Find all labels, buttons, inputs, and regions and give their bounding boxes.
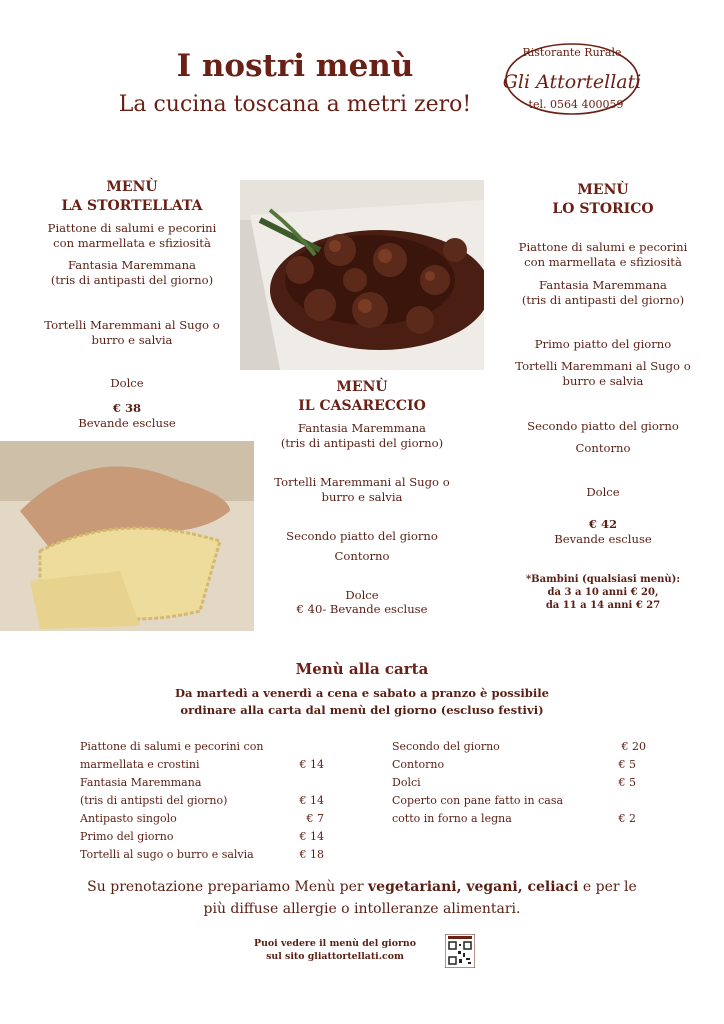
dietary-line1 bbox=[40, 876, 684, 898]
dietary-pre: Su prenotazione prepariamo Menù per bbox=[87, 879, 369, 895]
casareccio-heading1: MENÙ bbox=[336, 379, 388, 395]
storico-item: con marmellata e sfiziosità bbox=[524, 255, 682, 269]
carta-item-name: Contorno bbox=[392, 758, 445, 771]
casareccio-heading2: IL CASARECCIO bbox=[298, 398, 426, 414]
storico-item: burro e salvia bbox=[562, 374, 644, 388]
storico-price: € 42 bbox=[588, 517, 618, 531]
carta-row bbox=[80, 830, 330, 848]
menu-storico bbox=[490, 181, 716, 219]
casareccio-item: Secondo piatto del giorno bbox=[286, 529, 438, 543]
qr-code-icon[interactable] bbox=[445, 934, 475, 968]
carta-item-name: Dolci bbox=[392, 776, 421, 789]
carta-item-name: Tortelli al sugo o burro e salvia bbox=[80, 848, 254, 861]
carta-item-name: Antipasto singolo bbox=[80, 812, 177, 825]
casareccio-item: burro e salvia bbox=[321, 490, 403, 504]
carta-item-name: cotto in forno a legna bbox=[392, 812, 512, 825]
casareccio-price: € 40- Bevande escluse bbox=[296, 602, 428, 616]
stortellata-heading1: MENÙ bbox=[106, 179, 158, 195]
carta-item-price: € 20 bbox=[621, 740, 646, 753]
carta-item-name: Primo del giorno bbox=[80, 830, 174, 843]
stortellata-item: Piattone di salumi e pecorini bbox=[47, 221, 217, 235]
carta-left-list bbox=[80, 740, 330, 866]
logo-line3: tel. 0564 400059 bbox=[528, 98, 624, 111]
carta-title: Menù alla carta bbox=[295, 660, 429, 678]
kids-line: da 11 a 14 anni € 27 bbox=[545, 600, 661, 611]
stortellata-note: Bevande escluse bbox=[78, 416, 176, 430]
carta-item-price: € 5 bbox=[618, 758, 636, 771]
carta-row bbox=[80, 758, 330, 776]
carta-item-name: Secondo del giorno bbox=[392, 740, 500, 753]
menu-stortellata bbox=[20, 178, 244, 216]
kids-line: da 3 a 10 anni € 20, bbox=[547, 587, 659, 598]
carta-desc: ordinare alla carta dal menù del giorno (escluso festivi) bbox=[180, 703, 544, 717]
carta-row bbox=[80, 794, 330, 812]
carta-row bbox=[80, 740, 330, 758]
storico-item: Contorno bbox=[575, 441, 631, 455]
website-note bbox=[230, 937, 440, 963]
storico-heading2: LO STORICO bbox=[552, 201, 654, 217]
carta-row bbox=[80, 848, 330, 866]
carta-item-price: € 14 bbox=[299, 758, 324, 771]
carta-item-name: (tris di antipsti del giorno) bbox=[80, 794, 228, 807]
carta-item-price: € 2 bbox=[618, 812, 636, 825]
storico-item: (tris di antipasti del giorno) bbox=[521, 293, 685, 307]
stortellata-item: Tortelli Maremmani al Sugo o bbox=[44, 318, 220, 332]
website-line2: sul sito gliattortellati.com bbox=[266, 951, 404, 962]
stortellata-heading2: LA STORTELLATA bbox=[61, 198, 203, 214]
stortellata-item: Fantasia Maremmana bbox=[68, 258, 196, 272]
carta-row bbox=[80, 776, 330, 794]
dietary-note bbox=[40, 876, 684, 920]
storico-item: Secondo piatto del giorno bbox=[527, 419, 679, 433]
logo-line1: Ristorante Rurale bbox=[522, 46, 622, 59]
kids-line: *Bambini (qualsiasi menù): bbox=[525, 574, 681, 585]
carta-item-name: Coperto con pane fatto in casa bbox=[392, 794, 564, 807]
storico-item: Primo piatto del giorno bbox=[534, 337, 672, 351]
carta-row bbox=[392, 794, 646, 812]
carta-item-price: € 18 bbox=[299, 848, 324, 861]
storico-note: Bevande escluse bbox=[554, 532, 652, 546]
casareccio-item: Contorno bbox=[334, 549, 390, 563]
carta-row bbox=[392, 740, 646, 758]
logo-line2: Gli Attortellati bbox=[502, 71, 642, 93]
carta-item-name: Piattone di salumi e pecorini con bbox=[80, 740, 264, 753]
stortellata-item: burro e salvia bbox=[91, 333, 173, 347]
storico-item: Dolce bbox=[586, 485, 620, 499]
casareccio-item: Tortelli Maremmani al Sugo o bbox=[274, 475, 450, 489]
carta-item-price: € 14 bbox=[299, 794, 324, 807]
storico-item: Fantasia Maremmana bbox=[539, 278, 667, 292]
carta-item-name: Fantasia Maremmana bbox=[80, 776, 202, 789]
menu-casareccio bbox=[250, 378, 474, 416]
page-subtitle: La cucina toscana a metri zero! bbox=[118, 92, 472, 117]
stew-photo bbox=[240, 180, 484, 370]
storico-item: Piattone di salumi e pecorini bbox=[518, 240, 688, 254]
stortellata-item: Dolce bbox=[110, 376, 144, 390]
stortellata-item: (tris di antipasti del giorno) bbox=[50, 273, 214, 287]
kids-pricing bbox=[490, 573, 716, 612]
stortellata-price: € 38 bbox=[112, 401, 142, 415]
tortelli-photo bbox=[0, 441, 254, 631]
dietary-bold: vegetariani, vegani, celiaci bbox=[368, 879, 579, 895]
carta-row bbox=[392, 758, 646, 776]
page-title: I nostri menù bbox=[176, 48, 414, 84]
dietary-line2: più diffuse allergie o intolleranze alimentari. bbox=[203, 901, 521, 917]
carta-row bbox=[392, 776, 646, 794]
storico-item: Tortelli Maremmani al Sugo o bbox=[515, 359, 691, 373]
carta-item-price: € 14 bbox=[299, 830, 324, 843]
carta-item-name: marmellata e crostini bbox=[80, 758, 200, 771]
stortellata-item: con marmellata e sfiziosità bbox=[53, 236, 211, 250]
casareccio-item: Dolce bbox=[345, 588, 379, 602]
carta-right-list bbox=[392, 740, 646, 830]
carta-item-price: € 7 bbox=[306, 812, 324, 825]
restaurant-logo bbox=[500, 36, 650, 120]
carta-row bbox=[392, 812, 646, 830]
casareccio-item: (tris di antipasti del giorno) bbox=[280, 436, 444, 450]
carta-desc: Da martedì a venerdì a cena e sabato a pranzo è possibile bbox=[174, 686, 550, 700]
carta-item-price: € 5 bbox=[618, 776, 636, 789]
dietary-post: e per le bbox=[578, 879, 637, 895]
storico-heading1: MENÙ bbox=[577, 182, 629, 198]
website-line1: Puoi vedere il menù del giorno bbox=[254, 938, 416, 949]
casareccio-item: Fantasia Maremmana bbox=[298, 421, 426, 435]
carta-row bbox=[80, 812, 330, 830]
